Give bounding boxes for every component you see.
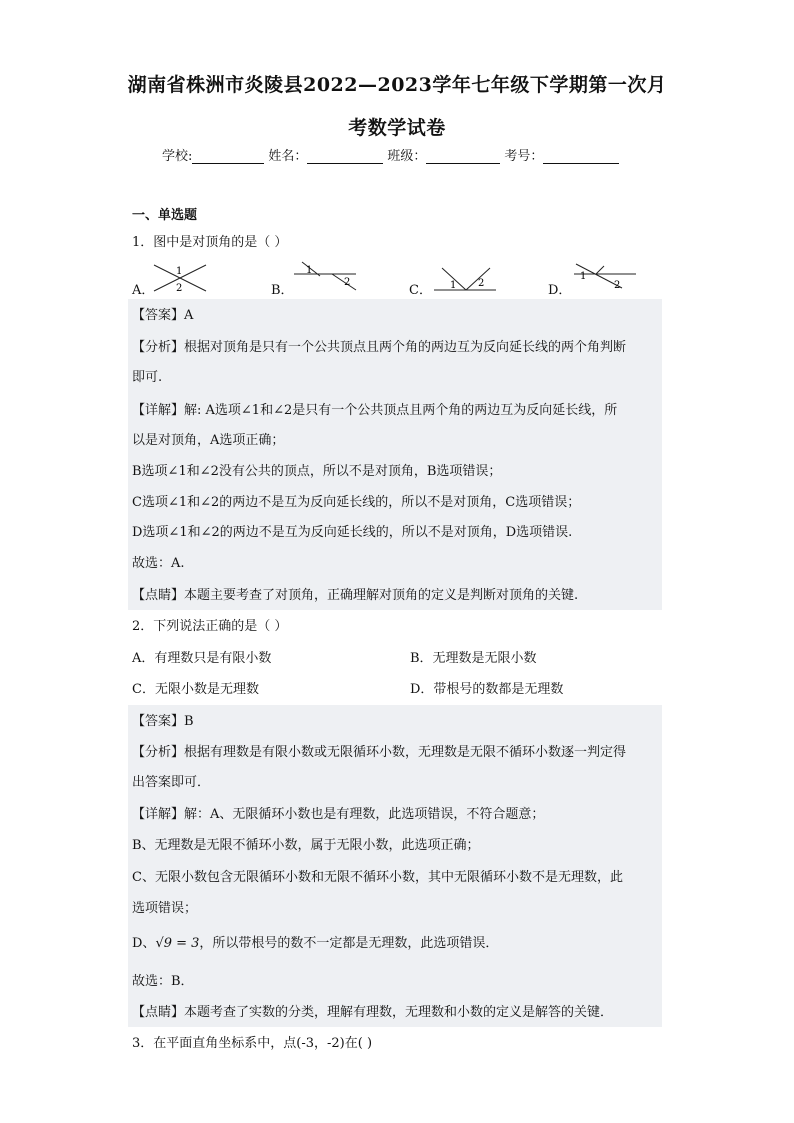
- q2-detail-3a: C、无限小数包含无限循环小数和无限不循环小数，其中无限循环小数不是无理数，此: [132, 870, 623, 885]
- q2-choose: 故选：B．: [132, 974, 194, 989]
- q1-option-a-label: A．: [132, 283, 155, 298]
- school-blank: [192, 149, 264, 164]
- q2-stem: 2．下列说法正确的是（ ）: [132, 619, 288, 634]
- q2-detail-1: 【详解】解：A、无限循环小数也是有理数，此选项错误，不符合题意；: [132, 807, 545, 822]
- name-blank: [307, 149, 383, 164]
- q2-answer: 【答案】B: [132, 714, 194, 729]
- school-label: 学校:: [162, 149, 193, 164]
- q1-analysis-2: 即可.: [132, 370, 163, 385]
- q3-stem: 3．在平面直角坐标系中，点(-3，-2)在( ): [132, 1036, 373, 1051]
- q1-figure-a: [150, 262, 210, 294]
- q1-detail-c: C选项∠1和∠2的两边不是互为反向延长线的，所以不是对顶角，C选项错误；: [132, 495, 581, 510]
- q2-detail-2: B、无理数是无限不循环小数，属于无限小数，此选项正确；: [132, 838, 480, 853]
- q1-fig-b-label-2: 2: [344, 277, 351, 288]
- q2-option-c: C．无限小数是无理数: [132, 682, 259, 697]
- q1-fig-d-label-2: 2: [614, 280, 621, 291]
- q1-option-b-label: B．: [271, 283, 294, 298]
- q1-answer: 【答案】A: [132, 308, 194, 323]
- q2-comment: 【点睛】本题考查了实数的分类，理解有理数，无理数和小数的定义是解答的关键．: [132, 1005, 614, 1020]
- page-title-line2: 考数学试卷: [348, 117, 446, 139]
- q2-detail-3b: 选项错误；: [132, 901, 198, 916]
- q1-fig-c-label-1: 1: [450, 280, 457, 291]
- number-blank: [543, 149, 619, 164]
- q1-fig-c-label-2: 2: [478, 278, 485, 289]
- student-info-line: [162, 145, 623, 164]
- number-label: 考号：: [504, 149, 544, 164]
- q1-comment: 【点睛】本题主要考查了对顶角，正确理解对顶角的定义是判断对顶角的关键.: [132, 588, 579, 603]
- q1-fig-a-label-1: 1: [176, 266, 183, 277]
- q1-detail-2: 以是对顶角，A选项正确；: [132, 433, 285, 448]
- q1-figure-b: [292, 260, 358, 294]
- q1-analysis-1: 【分析】根据对顶角是只有一个公共顶点且两个角的两边互为反向延长线的两个角判断: [132, 340, 627, 355]
- q1-choose: 故选：A.: [132, 556, 185, 571]
- q1-fig-d-label-1: 1: [580, 271, 587, 282]
- page-title: 湖南省株洲市炎陵县2022—2023学年七年级下学期第一次月: [127, 74, 667, 96]
- q1-figure-c: [430, 264, 500, 294]
- q1-fig-b-label-1: 1: [306, 265, 313, 276]
- q1-detail-1: 【详解】解: A选项∠1和∠2是只有一个公共顶点且两个角的两边互为反向延长线，所: [132, 403, 618, 418]
- q1-stem: 1．图中是对顶角的是（ ）: [132, 235, 288, 250]
- section-heading: 一、单选题: [132, 208, 198, 223]
- q2-analysis-1: 【分析】根据有理数是有限小数或无限循环小数，无理数是无限不循环小数逐一判定得: [132, 745, 627, 760]
- q1-detail-d: D选项∠1和∠2的两边不是互为反向延长线的，所以不是对顶角，D选项错误.: [132, 525, 573, 540]
- q1-option-c-label: C．: [409, 283, 432, 298]
- q2-sqrt-expression: √9 = 3: [155, 936, 200, 951]
- q2-detail-4: [132, 935, 498, 953]
- q2-detail-4-suffix: ，所以带根号的数不一定都是无理数，此选项错误．: [199, 936, 499, 951]
- q1-figure-d: [570, 262, 640, 294]
- q1-detail-b: B选项∠1和∠2没有公共的顶点，所以不是对顶角，B选项错误；: [132, 464, 502, 479]
- q1-fig-a-label-2: 2: [176, 283, 183, 294]
- class-blank: [426, 149, 500, 164]
- q2-detail-4-prefix: D、: [132, 936, 156, 951]
- q2-option-d: D．带根号的数都是无理数: [410, 682, 564, 697]
- q2-analysis-2: 出答案即可．: [132, 775, 211, 790]
- name-label: 姓名：: [268, 149, 308, 164]
- class-label: 班级：: [387, 149, 427, 164]
- q2-option-a: A．有理数只是有限小数: [132, 651, 272, 666]
- q1-option-d-label: D．: [548, 283, 572, 298]
- q2-option-b: B．无理数是无限小数: [410, 651, 537, 666]
